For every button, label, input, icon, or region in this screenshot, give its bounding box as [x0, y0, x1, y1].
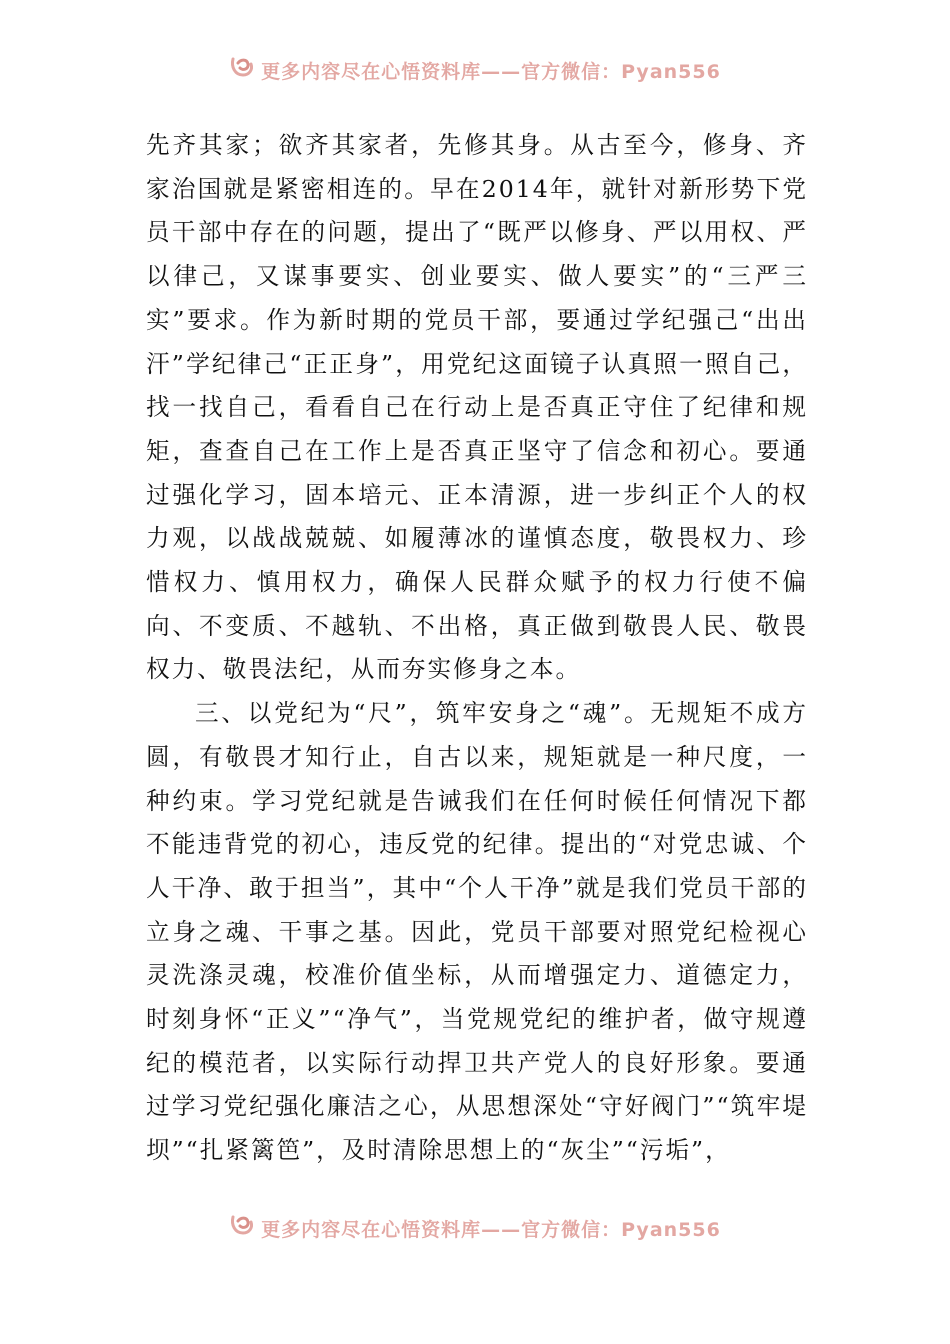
paragraph-1: 先齐其家；欲齐其家者，先修其身。从古至今，修身、齐家治国就是紧密相连的。早在2014年，就针对新形势下党员干部中存在的问题，提出了“既严以修身、严以用权、严以律己，又谋事要实、创业要实、做人要实”的“三严三实”要求。作为新时期的党员干部，要通过学纪强己“出出汗”学纪律己“正正身”，用党纪这面镜子认真照一照自己，找一找自己，看看自己在行动上是否真正守住了纪律和规矩，查查自己在工作上是否真正坚守了信念和初心。要通过强化学习，固本培元、正本清源，进一步纠正个人的权力观，以战战兢兢、如履薄冰的谨慎态度，敬畏权力、珍惜权力、慎用权力，确保人民群众赋予的权力行使不偏向、不变质、不越轨、不出格，真正做到敬畏人民、敬畏权力、敬畏法纪，从而夯实修身之本。 [146, 131, 808, 684]
brand-logo-icon [229, 53, 255, 79]
footer-watermark [0, 1206, 950, 1242]
watermark-text: 更多内容尽在心悟资料库——官方微信：Pyan556 [261, 1218, 721, 1241]
brand-logo-icon [229, 1211, 255, 1237]
watermark-text: 更多内容尽在心悟资料库——官方微信：Pyan556 [261, 60, 721, 83]
paragraph-2: 三、以党纪为“尺”，筑牢安身之“魂”。无规矩不成方圆，有敬畏才知行止，自古以来，规矩就是一种尺度，一种约束。学习党纪就是告诫我们在任何时候任何情况下都不能违背党的初心，违反党的纪律。提出的“对党忠诚、个人干净、敢于担当”，其中“个人干净”就是我们党员干部的立身之魂、干事之基。因此，党员干部要对照党纪检视心灵洗涤灵魂，校准价值坐标，从而增强定力、道德定力，时刻身怀“正义”“净气”，当党规党纪的维护者，做守规遵纪的模范者，以实际行动捍卫共产党人的良好形象。要通过学习党纪强化廉洁之心，从思想深处“守好阀门”“筑牢堤坝”“扎紧篱笆”，及时清除思想上的“灰尘”“污垢”， [146, 699, 808, 1165]
document-body [146, 124, 808, 1173]
header-watermark [0, 48, 950, 84]
